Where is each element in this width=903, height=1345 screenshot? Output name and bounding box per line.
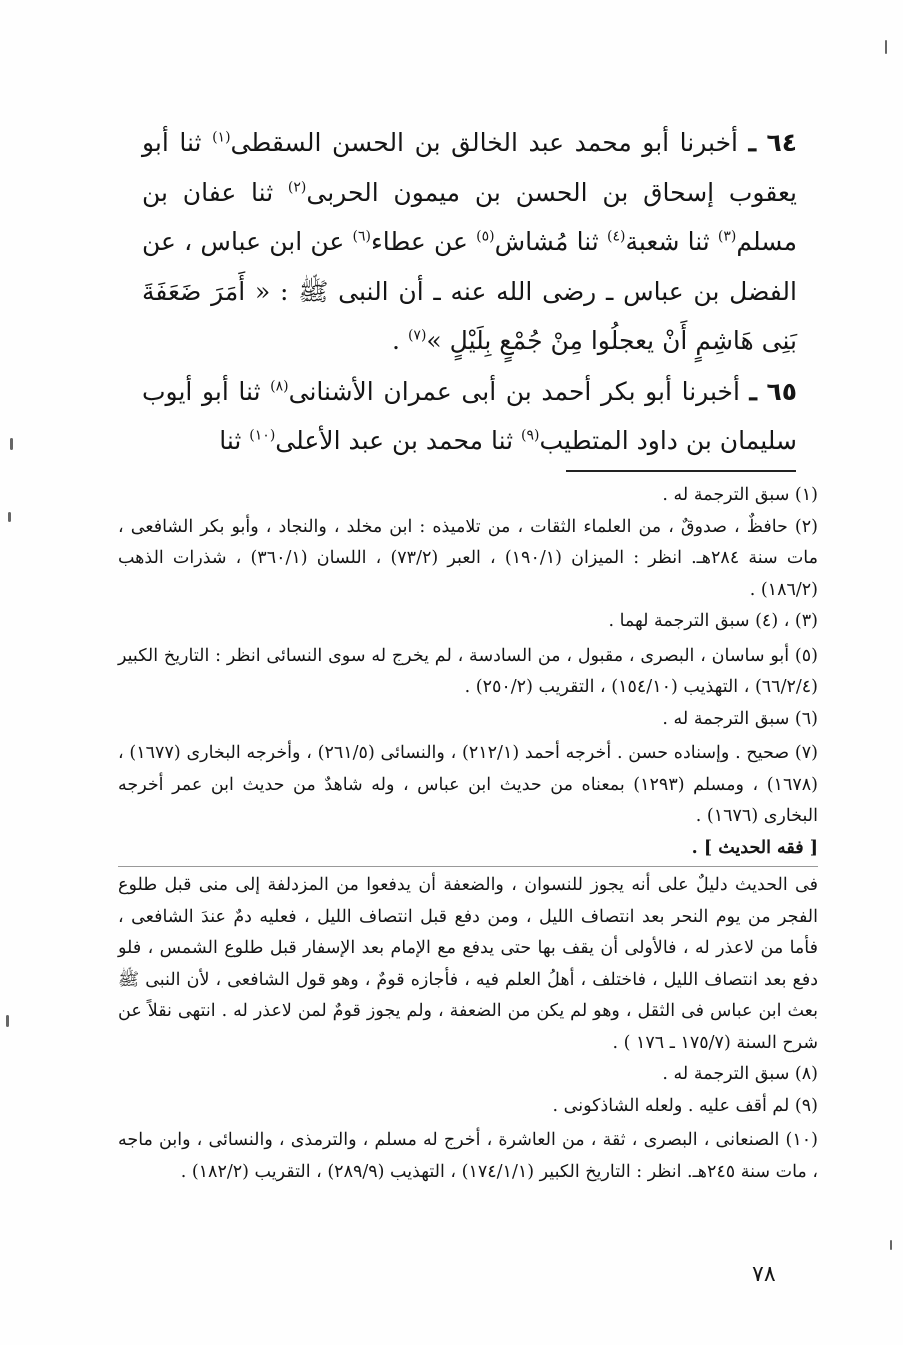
footnote-3-4: (٣) ، (٤) سبق الترجمة لهما .: [608, 611, 818, 631]
hadith-text: عن عطاء: [370, 227, 477, 256]
hadith-text: .: [392, 326, 408, 355]
scan-mark: [10, 438, 13, 450]
main-text: [142, 118, 797, 466]
footnote-8: (٨) سبق الترجمة له .: [662, 1064, 818, 1084]
footnote-5: (٥) أبو ساسان ، البصرى ، مقبول ، من السادسة ، لم يخرج له سوى النسائى انظر : التاريخ الكبير (٦٦/٢/٤) ، التهذيب (١٥٤/١٠) ، التقريب (٢٥٠/٢) .: [118, 645, 818, 697]
hadith-text: ثنا: [219, 426, 250, 455]
hadith-text: أخبرنا أبو محمد عبد الخالق بن الحسن السقطى: [230, 128, 738, 157]
hadith-text: ثنا شعبة: [625, 227, 718, 256]
footnote-ref[interactable]: (١٠): [249, 427, 276, 444]
hadith-number: ٦٤: [766, 128, 797, 157]
footnote-ref[interactable]: (١): [212, 129, 231, 146]
page-number: ٧٨: [752, 1262, 776, 1287]
dash: ـ: [748, 128, 756, 157]
hadith-text: ثنا أبو يعقوب إسحاق بن الحسن بن ميمون الحربى: [142, 128, 797, 207]
scan-mark: [8, 512, 11, 522]
footnote-ref[interactable]: (٢): [287, 179, 307, 196]
footnote-6: (٦) سبق الترجمة له .: [662, 708, 818, 729]
footnote-ref[interactable]: (٤): [606, 228, 626, 245]
dash: ـ: [749, 376, 757, 406]
hadith-text: عن ابن عباس ، عن الفضل بن عباس ـ رضى الله عنه ـ أن النبى ﷺ : « أَمَرَ ضَعَفَةَ بَنِى هَاشِمٍ أَنْ يعجلُوا مِنْ جُمْعٍ بِلَيْلٍ »: [142, 227, 797, 355]
hadith-64: [142, 118, 797, 366]
hadith-text: ثنا عفان بن مسلم: [142, 177, 797, 256]
footnote-9: (٩) لم أقف عليه . ولعله الشاذكونى .: [552, 1095, 818, 1116]
footnote-ref[interactable]: (٦): [352, 228, 371, 245]
footnote-separator: [566, 470, 796, 472]
footnote-ref[interactable]: (٨): [270, 378, 289, 395]
footnotes: [118, 480, 818, 1188]
fiqh-body: فى الحديث دليلٌ على أنه يجوز للنسوان ، والضعفة أن يدفعوا من المزدلفة إلى منى قبل طلوع الفجر من يوم النحر بعد انتصاف الليل ، ومن دفع قبل انتصاف الليل ، فعليه دمٌ عندَ الشافعى ، فأما من لاعذر له ، فالأولى أن يقف بها حتى يدفع مع الإمام بعد الإسفار قبل طلوع الشمس ، فلو دفع بعد انتصاف الليل ، فاختلف ، أهلُ العلم فيه ، فأجازه قومٌ ، وهو قول الشافعى ، لأن النبى ﷺ بعث ابن عباس فى الثقل ، وهو لم يكن من الضعفة ، ولم يجوز قومٌ لمن لاعذر له . انتهى نقلاً عن شرح السنة (١٧٥/٧ ـ ١٧٦ ) .: [118, 866, 818, 1059]
scan-mark: [885, 40, 887, 54]
hadith-text: ثنا أبو أيوب سليمان بن داود المتطيب: [142, 376, 797, 455]
scan-mark: [890, 1240, 892, 1250]
footnote-1: (١) سبق الترجمة له .: [662, 485, 818, 505]
footnote-7: (٧) صحيح . وإسناده حسن . أخرجه أحمد (٢١٢/١) ، والنسائى (٢٦١/٥) ، وأخرجه البخارى (١٦٧٧) ، (١٦٧٨) ، ومسلم (١٢٩٣) بمعناه من حديث ابن عباس ، وله شاهدٌ من حديث ابن عمر أخرجه البخارى (١٦٧٦) .: [118, 743, 818, 826]
footnote-ref[interactable]: (٥): [476, 228, 495, 245]
footnote-10: (١٠) الصنعانى ، البصرى ، ثقة ، من العاشرة ، أخرج له مسلم ، والترمذى ، والنسائى ، وابن ماجه ، مات سنة ٢٤٥هـ. انظر : التاريخ الكبير (١٧٤/١/١) ، التهذيب (٢٨٩/٩) ، التقريب (١٨٢/٢) .: [118, 1130, 818, 1182]
hadith-number: ٦٥: [766, 376, 797, 406]
hadith-65: [142, 367, 797, 466]
footnote-ref[interactable]: (٧): [407, 327, 427, 344]
hadith-text: ثنا محمد بن عبد الأعلى: [275, 426, 522, 455]
footnote-ref[interactable]: (٩): [521, 427, 540, 444]
footnote-2: (٢) حافظٌ ، صدوقٌ ، من العلماء الثقات ، من تلاميذه : ابن مخلد ، والنجاد ، وأبو بكر الشافعى ، مات سنة ٢٨٤هـ. انظر : الميزان (١٩٠/١) ، العبر (٧٣/٢) ، اللسان (٣٦٠/١) ، شذرات الذهب (١٨٦/٢) .: [118, 516, 818, 600]
scan-mark: [6, 1015, 9, 1027]
fiqh-heading: [ فقه الحديث ] .: [691, 837, 818, 858]
footnote-ref[interactable]: (٣): [717, 228, 737, 245]
hadith-text: أخبرنا أبو بكر أحمد بن أبى عمران الأشنانى: [288, 376, 740, 406]
hadith-text: ثنا مُشاش: [494, 227, 607, 256]
